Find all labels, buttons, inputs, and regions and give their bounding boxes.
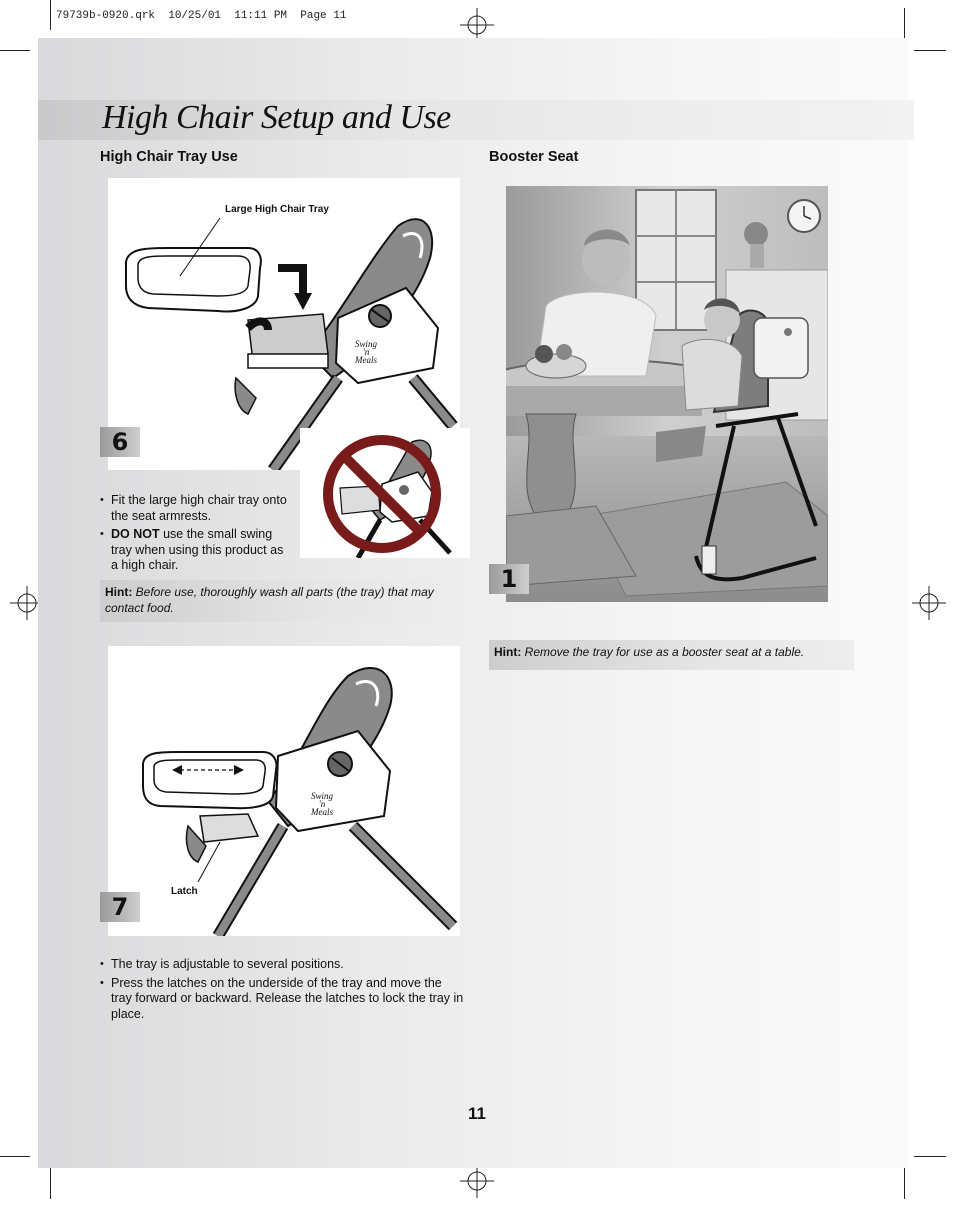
swing-n-meals-badge: Swing 'n Meals [310,791,333,817]
step-1-number: 1 [500,565,518,593]
step6-instructions [100,493,290,577]
hint-label: Hint: [494,645,525,659]
hint-label: Hint: [105,585,136,599]
crop-mark [50,1165,51,1199]
crop-mark [0,1156,30,1157]
instruction-item: • DO NOT use the small swing tray when using this product as a high chair. [100,527,290,574]
registration-mark-icon [912,586,946,620]
booster-seat-photo [506,186,828,602]
hint-wash-parts [100,580,466,622]
callout-large-high-chair-tray: Large High Chair Tray [225,204,329,215]
warning-emphasis: DO NOT [111,527,160,541]
hint-booster-seat [489,640,854,670]
page-number: 11 [468,1104,486,1123]
step-6-badge [100,427,140,457]
step-6-number: 6 [111,428,129,456]
hint-text: Before use, thoroughly wash all parts (the tray) that may contact food. [105,585,434,615]
callout-latch: Latch [171,886,198,897]
instruction-item: • Press the latches on the underside of the tray and move the tray forward or backward. Release the latches to lock the tray in place. [100,976,466,1023]
step-1-badge [489,564,529,594]
instruction-item: • The tray is adjustable to several positions. [100,957,466,973]
step6-illustration [108,178,460,470]
instruction-item: • Fit the large high chair tray onto the seat armrests. [100,493,290,524]
do-not-use-small-tray-inset [300,428,470,558]
section-heading-tray-use: High Chair Tray Use [100,149,238,165]
crop-mark [50,0,51,30]
crop-mark [914,50,946,51]
section-heading-booster-seat: Booster Seat [489,149,579,165]
print-slug: 79739b-0920.qrk 10/25/01 11:11 PM Page 11 [56,10,347,22]
registration-mark-icon [460,1164,494,1198]
step7-illustration [108,646,460,936]
step-7-badge [100,892,140,922]
hint-text: Remove the tray for use as a booster seat at a table. [524,645,805,659]
page-title: High Chair Setup and Use [102,99,451,136]
crop-mark [0,50,30,51]
crop-mark [904,8,905,42]
registration-mark-icon [460,8,494,42]
step7-instructions [100,957,466,1025]
swing-n-meals-badge: Swing 'n Meals [354,339,377,365]
step-7-number: 7 [111,893,129,921]
crop-mark [914,1156,946,1157]
crop-mark [904,1165,905,1199]
